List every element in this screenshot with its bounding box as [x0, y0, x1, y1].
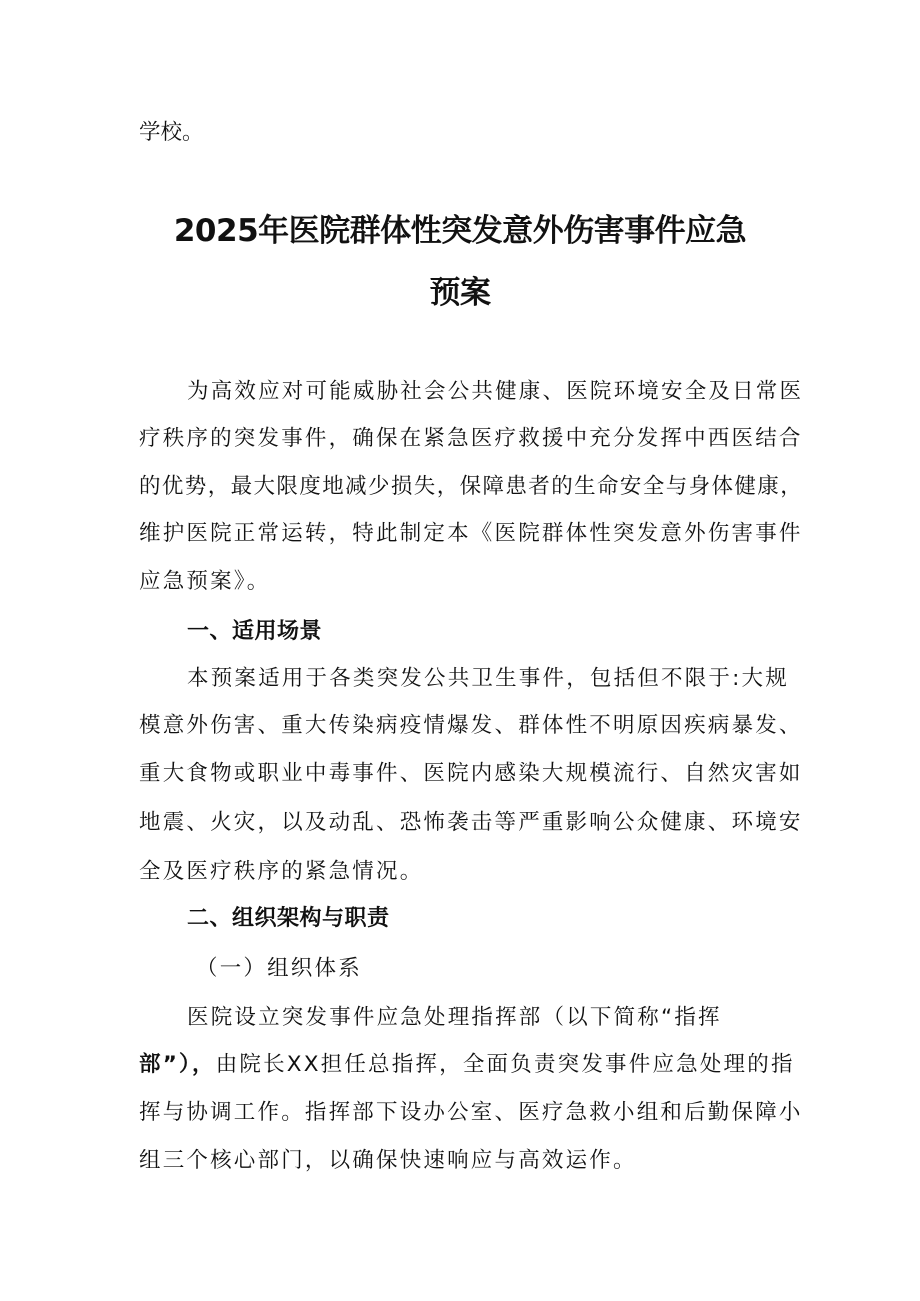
section2-heading: 二、组织架构与职责 [187, 906, 390, 931]
section1-line-5: 全及医疗秩序的紧急情况。 [139, 859, 424, 884]
section1-line-1: 本预案适用于各类突发公共卫生事件，包括但不限于:大规 [187, 666, 789, 691]
document-title-line2: 预案 [429, 275, 491, 311]
section2-line-2-rest: 由院长XX担任总指挥，全面负责突发事件应急处理的指 [215, 1052, 795, 1077]
section2-line-4: 组三个核心部门，以确保快速响应与高效运作。 [139, 1148, 637, 1173]
section2-line-2-bold: 部”）， [139, 1052, 216, 1077]
intro-line-5: 应急预案》。 [139, 569, 271, 594]
intro-line-2: 疗秩序的突发事件，确保在紧急医疗救援中充分发挥中西医结合 [139, 426, 803, 451]
section2-line-3: 挥与协调工作。指挥部下设办公室、医疗急救小组和后勤保障小 [139, 1100, 803, 1125]
section1-line-4: 地震、火灾，以及动乱、恐怖袭击等严重影响公众健康、环境安 [139, 810, 803, 835]
section2-line-2 [139, 1050, 795, 1080]
section2-subheading: （一）组织体系 [196, 956, 362, 981]
section2-line-1: 医院设立突发事件应急处理指挥部（以下简称“指挥 [187, 1005, 722, 1030]
document-title-line1: 2025年医院群体性突发意外伤害事件应急 [173, 213, 747, 249]
section1-line-3: 重大食物或职业中毒事件、医院内感染大规模流行、自然灾害如 [139, 761, 803, 786]
section1-heading: 一、适用场景 [187, 619, 323, 644]
intro-line-3: 的优势，最大限度地减少损失，保障患者的生命安全与身体健康， [139, 474, 804, 499]
section1-line-2: 模意外伤害、重大传染病疫情爆发、群体性不明原因疾病暴发、 [139, 713, 803, 738]
previous-page-fragment: 学校。 [139, 120, 204, 145]
intro-line-4: 维护医院正常运转，特此制定本《医院群体性突发意外伤害事件 [139, 521, 803, 546]
intro-line-1: 为高效应对可能威胁社会公共健康、医院环境安全及日常医 [187, 379, 804, 404]
